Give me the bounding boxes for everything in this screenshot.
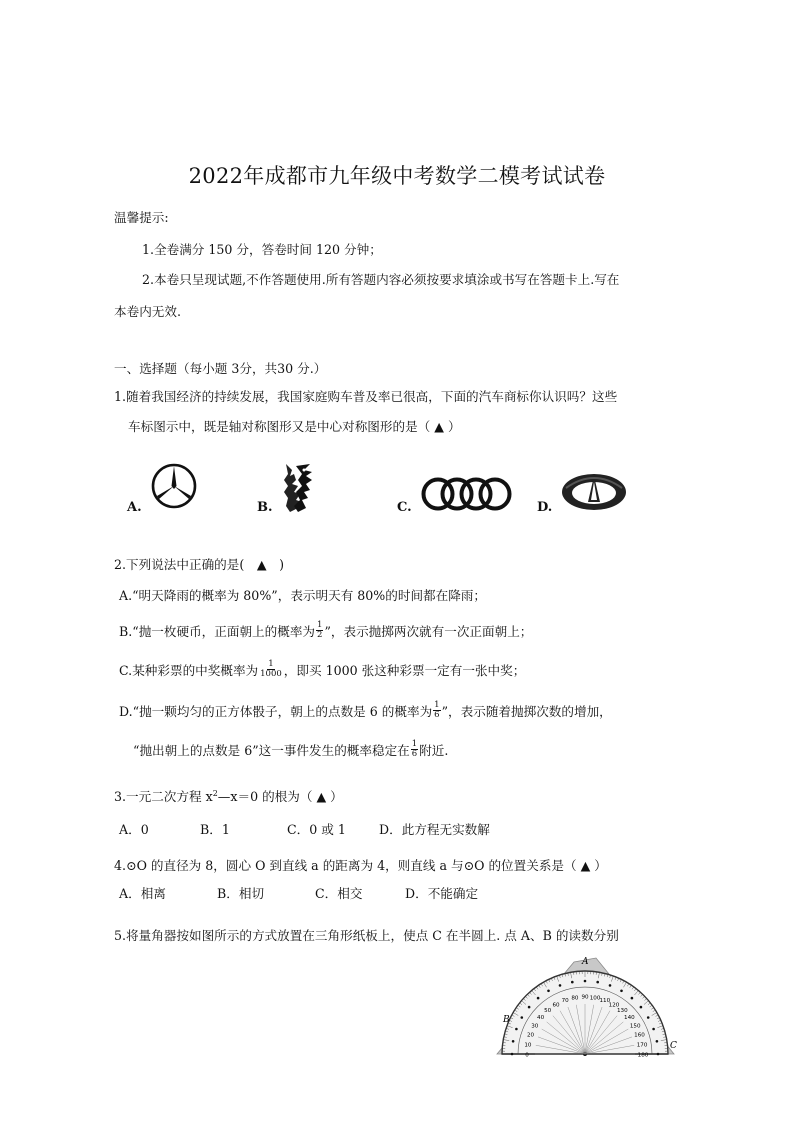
scale-tick <box>640 1006 643 1009</box>
scale-label: 40 <box>537 1015 545 1022</box>
q3-option-d: D．此方程无实数解 <box>379 822 490 837</box>
fraction-numerator: 1 <box>434 700 440 710</box>
scale-label: 30 <box>531 1023 539 1030</box>
scale-label: 160 <box>634 1032 645 1039</box>
point-label-c: C <box>670 1041 677 1051</box>
scale-label: 170 <box>636 1042 648 1049</box>
scale-tick <box>521 1016 524 1019</box>
q3-stem-text-2: —x＝0 的根为（ ▲ ） <box>217 789 343 805</box>
scale-tick <box>596 981 599 984</box>
scale-label: 60 <box>552 1002 560 1009</box>
q2-option-c-text-2: ，即买 1000 张这种彩票一定有一张中奖； <box>283 663 526 678</box>
scale-label: 180 <box>637 1052 649 1059</box>
fraction-numerator: 1 <box>317 620 323 630</box>
q4-stem: 4.⊙O 的直径为 8，圆心 O 到直线 a 的距离为 4，则直线 a 与⊙O 的位置关系是（ ▲ ） <box>114 858 607 873</box>
audi-rings-icon <box>420 474 512 514</box>
mercedes-logo-icon <box>150 462 198 510</box>
q1-stem-line-1: 1.随着我国经济的持续发展，我国家庭购车普及率已很高，下面的汽车商标你认识吗？这些 <box>114 389 618 404</box>
q2-option-b <box>119 620 533 642</box>
scale-tick <box>511 1053 514 1056</box>
tips-item-2-line-1: 2.本卷只呈现试题,不作答题使用.所有答题内容必须按要求填涂或书写在答题卡上.写在 <box>142 272 620 287</box>
q2-option-b-text-2: ”，表示抛掷两次就有一次正面朝上； <box>324 624 533 639</box>
scale-tick <box>571 981 574 984</box>
fraction-one-thousandth <box>259 660 283 679</box>
q2-option-d2-text-2: 附近. <box>419 743 449 758</box>
q5-stem: 5.将量角器按如图所示的方式放置在三角形纸板上，使点 C 在半圆上. 点 A、B 的读数分别 <box>114 928 619 943</box>
scale-label: 100 <box>589 995 601 1002</box>
q2-stem: 2.下列说法中正确的是( ▲ ) <box>114 557 285 572</box>
q3-stem-text-1: 3.一元二次方程 x <box>114 789 213 805</box>
scale-label: 50 <box>544 1008 552 1015</box>
tips-heading: 温馨提示: <box>114 210 169 225</box>
scale-tick <box>512 1040 515 1043</box>
q2-option-c <box>119 659 526 681</box>
fraction-one-sixth <box>433 701 440 720</box>
fraction-one-half <box>316 621 323 640</box>
q3-stem <box>114 786 343 805</box>
q4-option-b: B．相切 <box>217 886 265 901</box>
point-label-b: B <box>503 1015 510 1025</box>
fraction-numerator: 1 <box>268 659 274 669</box>
scale-label: 150 <box>629 1023 641 1030</box>
scale-tick <box>656 1040 659 1043</box>
q3-exponent: 2 <box>212 789 218 798</box>
tips-item-2-line-2: 本卷内无效. <box>114 304 181 319</box>
q1-option-a-label: A. <box>127 500 142 515</box>
q2-option-c-text-1: C.某种彩票的中奖概率为 <box>119 663 259 678</box>
q2-option-a: A.“明天降雨的概率为 80%”，表示明天有 80%的时间都在降雨； <box>119 588 487 603</box>
scale-tick <box>528 1006 531 1009</box>
scale-label: 130 <box>616 1008 628 1015</box>
section-1-heading: 一、选择题（每小题 3分，共30 分.） <box>114 361 327 376</box>
q1-option-b-label: B. <box>257 500 273 515</box>
tips-item-1: 1.全卷满分 150 分，答卷时间 120 分钟； <box>142 242 382 257</box>
scale-tick <box>652 1028 655 1031</box>
scale-label: 10 <box>524 1042 532 1049</box>
scale-label: 0 <box>525 1052 529 1059</box>
peugeot-lion-icon <box>280 462 316 514</box>
fraction-denominator: 2 <box>317 630 323 640</box>
scale-tick <box>620 990 623 993</box>
scale-tick <box>515 1028 518 1031</box>
fraction-denominator: 6 <box>434 710 440 720</box>
q1-option-d-label: D. <box>537 500 553 515</box>
q3-option-a: A．0 <box>119 822 149 837</box>
q2-option-d-text-2: ”，表示随着抛掷次数的增加， <box>441 704 612 719</box>
scale-label: 80 <box>571 995 579 1002</box>
fraction-one-sixth <box>411 740 418 759</box>
scale-tick <box>647 1016 650 1019</box>
scale-label: 70 <box>561 998 569 1004</box>
scale-tick <box>559 984 562 987</box>
q2-option-d-text-1: D.“抛一颗均匀的正方体骰子，朝上的点数是 6 的概率为 <box>119 704 433 719</box>
q1-option-c-label: C. <box>397 500 412 515</box>
q2-option-d <box>119 700 612 722</box>
fraction-denominator: 6 <box>411 749 418 759</box>
q3-option-b: B．1 <box>200 822 230 837</box>
exam-title: 2022年成都市九年级中考数学二模考试试卷 <box>188 164 606 188</box>
protractor-figure <box>492 950 692 1060</box>
fraction-denominator: 1000 <box>260 669 282 679</box>
scale-tick <box>657 1053 660 1056</box>
scale-tick <box>631 997 634 1000</box>
fraction-numerator: 1 <box>411 739 418 749</box>
q2-option-d-line-2 <box>133 739 449 761</box>
q4-option-a: A．相离 <box>119 886 166 901</box>
q4-option-c: C．相交 <box>315 886 363 901</box>
scale-label: 110 <box>599 998 611 1004</box>
q1-stem-line-2: 车标图示中，既是轴对称图形又是中心对称图形的是（ ▲ ） <box>128 419 461 434</box>
q4-option-d: D．不能确定 <box>405 886 479 901</box>
point-label-a: A <box>582 957 589 967</box>
scale-tick <box>547 990 550 993</box>
q3-option-c: C．0 或 1 <box>287 822 346 837</box>
scale-tick <box>584 980 587 983</box>
scale-tick <box>609 984 612 987</box>
scale-tick <box>537 997 540 1000</box>
scale-label: 20 <box>526 1032 535 1039</box>
scale-label: 120 <box>608 1002 620 1009</box>
q2-option-b-text-1: B.“抛一枚硬币，正面朝上的概率为 <box>119 624 316 639</box>
infiniti-logo-icon <box>558 466 630 514</box>
scale-label: 140 <box>624 1015 635 1022</box>
q2-option-d2-text-1: “抛出朝上的点数是 6”这一事件发生的概率稳定在 <box>133 743 410 758</box>
scale-label: 90 <box>581 994 589 1001</box>
